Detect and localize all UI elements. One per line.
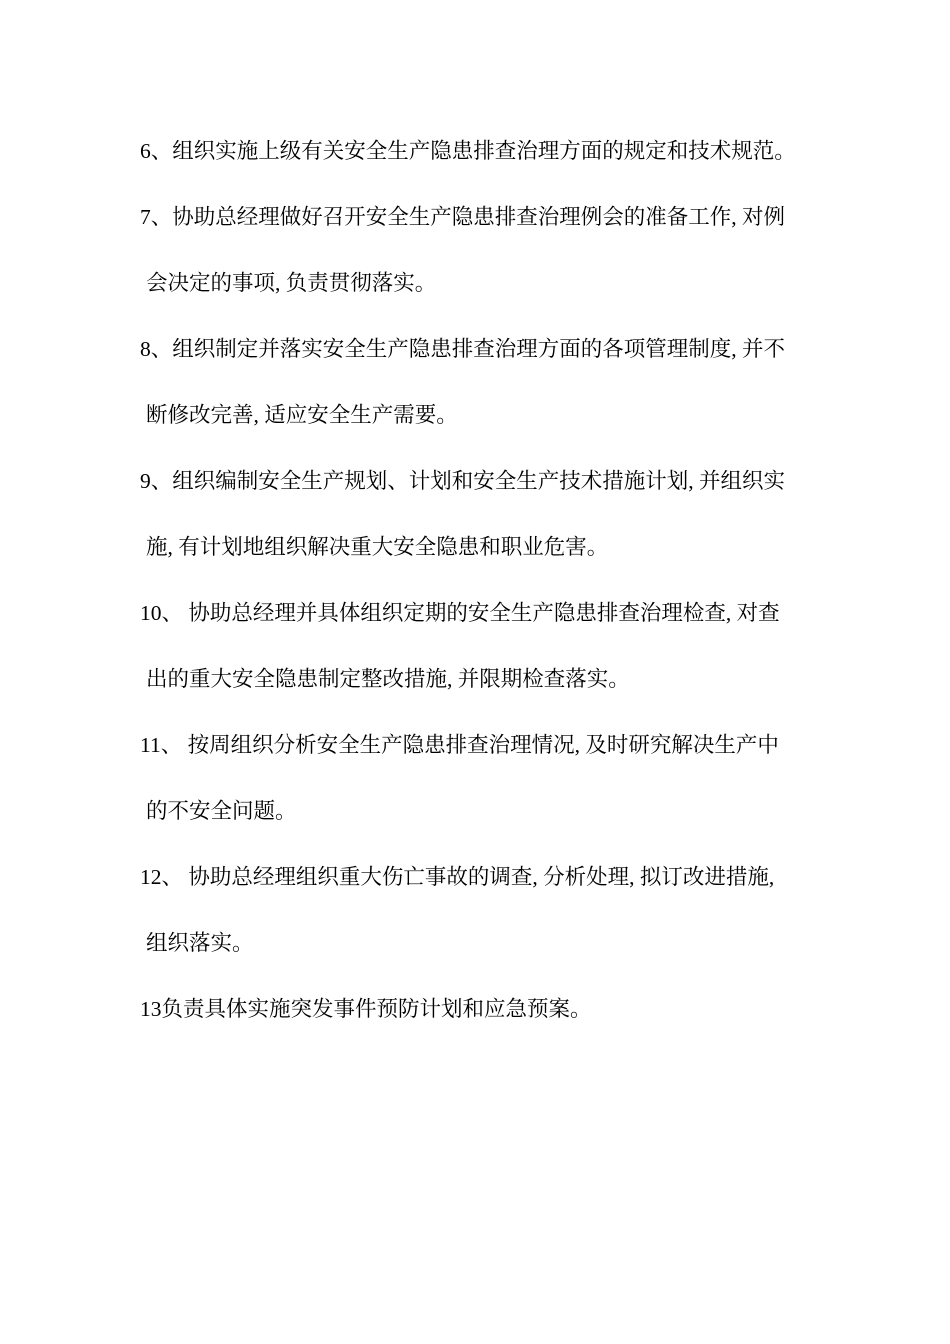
paragraph-line-first: 9、组织编制安全生产规划、计划和安全生产技术措施计划, 并组织实 (140, 469, 786, 493)
paragraph-item-10 (140, 580, 855, 712)
paragraph-line-cont: 的不安全问题。 (146, 799, 297, 823)
paragraph-line-first: 7、协助总经理做好召开安全生产隐患排查治理例会的准备工作, 对例 (140, 205, 786, 229)
paragraph-item-9 (140, 448, 855, 580)
paragraph-line-first: 8、组织制定并落实安全生产隐患排查治理方面的各项管理制度, 并不 (140, 337, 786, 361)
paragraph-line-first: 12、 协助总经理组织重大伤亡事故的调查, 分析处理, 拟订改进措施, (140, 865, 775, 889)
paragraph-line-cont: 组织落实。 (146, 931, 254, 955)
paragraph-line-cont: 断修改完善, 适应安全生产需要。 (146, 403, 458, 427)
paragraph-line-first: 11、 按周组织分析安全生产隐患排查治理情况, 及时研究解决生产中 (140, 733, 779, 757)
paragraph-line-first: 10、 协助总经理并具体组织定期的安全生产隐患排查治理检查, 对查 (140, 601, 780, 625)
paragraph-line-cont: 出的重大安全隐患制定整改措施, 并限期检查落实。 (146, 667, 630, 691)
paragraph-line-first: 6、组织实施上级有关安全生产隐患排查治理方面的规定和技术规范。 (140, 139, 796, 163)
paragraph-line-cont: 会决定的事项, 负责贯彻落实。 (146, 271, 437, 295)
paragraph-item-7 (140, 184, 855, 316)
paragraph-item-8 (140, 316, 855, 448)
document-body (140, 118, 855, 1042)
paragraph-item-12 (140, 844, 855, 976)
paragraph-line-cont: 施, 有计划地组织解决重大安全隐患和职业危害。 (146, 535, 609, 559)
paragraph-item-6 (140, 118, 855, 184)
paragraph-item-11 (140, 712, 855, 844)
paragraph-item-13 (140, 976, 855, 1042)
paragraph-line-first: 13负责具体实施突发事件预防计划和应急预案。 (140, 997, 592, 1021)
